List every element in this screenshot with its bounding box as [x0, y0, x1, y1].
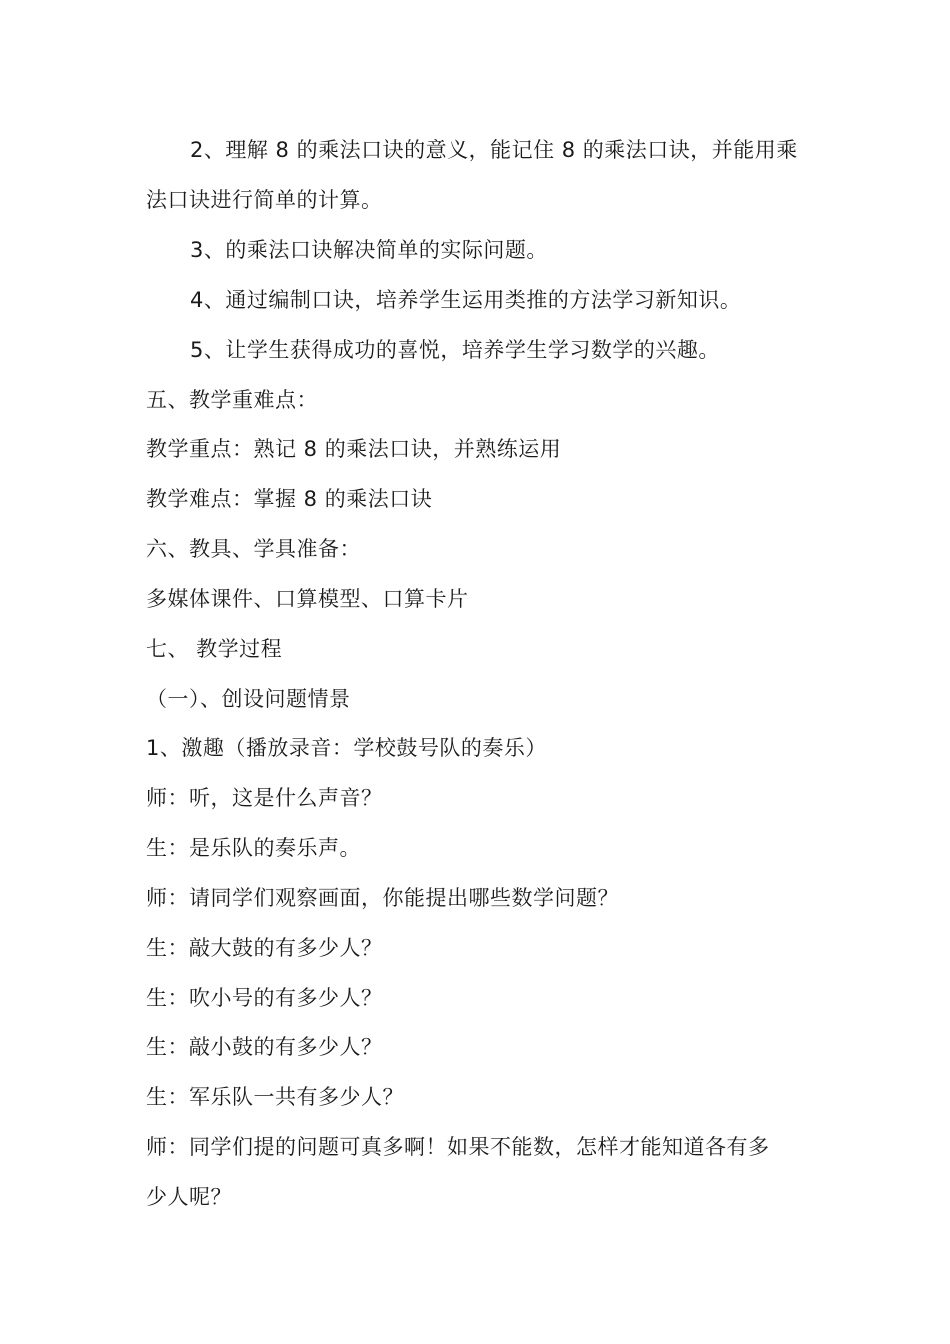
- text-line: 3、的乘法口诀解决简单的实际问题。: [190, 238, 548, 262]
- text-line: 多媒体课件、口算模型、口算卡片: [146, 587, 469, 611]
- section-heading: 六、教具、学具准备：: [146, 537, 361, 561]
- dialogue-line: 生：军乐队一共有多少人？: [146, 1085, 404, 1109]
- text-line: 5、让学生获得成功的喜悦，培养学生学习数学的兴趣。: [190, 338, 720, 362]
- text-line: 1、激趣（播放录音：学校鼓号队的奏乐）: [146, 736, 547, 760]
- dialogue-line: 生：敲大鼓的有多少人？: [146, 936, 383, 960]
- dialogue-line: 生：敲小鼓的有多少人？: [146, 1035, 383, 1059]
- dialogue-line: 少人呢？: [146, 1185, 232, 1209]
- section-heading: 七、 教学过程: [146, 637, 283, 661]
- text-line: 教学难点：掌握 8 的乘法口诀: [146, 487, 433, 511]
- section-heading: 五、教学重难点：: [146, 388, 318, 412]
- text-line: 教学重点：熟记 8 的乘法口诀，并熟练运用: [146, 437, 562, 461]
- dialogue-line: 师：同学们提的问题可真多啊！如果不能数，怎样才能知道各有多: [146, 1135, 770, 1159]
- text-line: 4、通过编制口诀，培养学生运用类推的方法学习新知识。: [190, 288, 742, 312]
- subsection-heading: （一）、创设问题情景: [146, 687, 351, 711]
- dialogue-line: 生：吹小号的有多少人？: [146, 986, 383, 1010]
- text-line: 法口诀进行简单的计算。: [146, 188, 383, 212]
- text-line: 2、理解 8 的乘法口诀的意义，能记住 8 的乘法口诀，并能用乘: [190, 138, 798, 162]
- dialogue-line: 师：请同学们观察画面，你能提出哪些数学问题？: [146, 886, 619, 910]
- dialogue-line: 师：听，这是什么声音？: [146, 786, 383, 810]
- dialogue-line: 生：是乐队的奏乐声。: [146, 836, 361, 860]
